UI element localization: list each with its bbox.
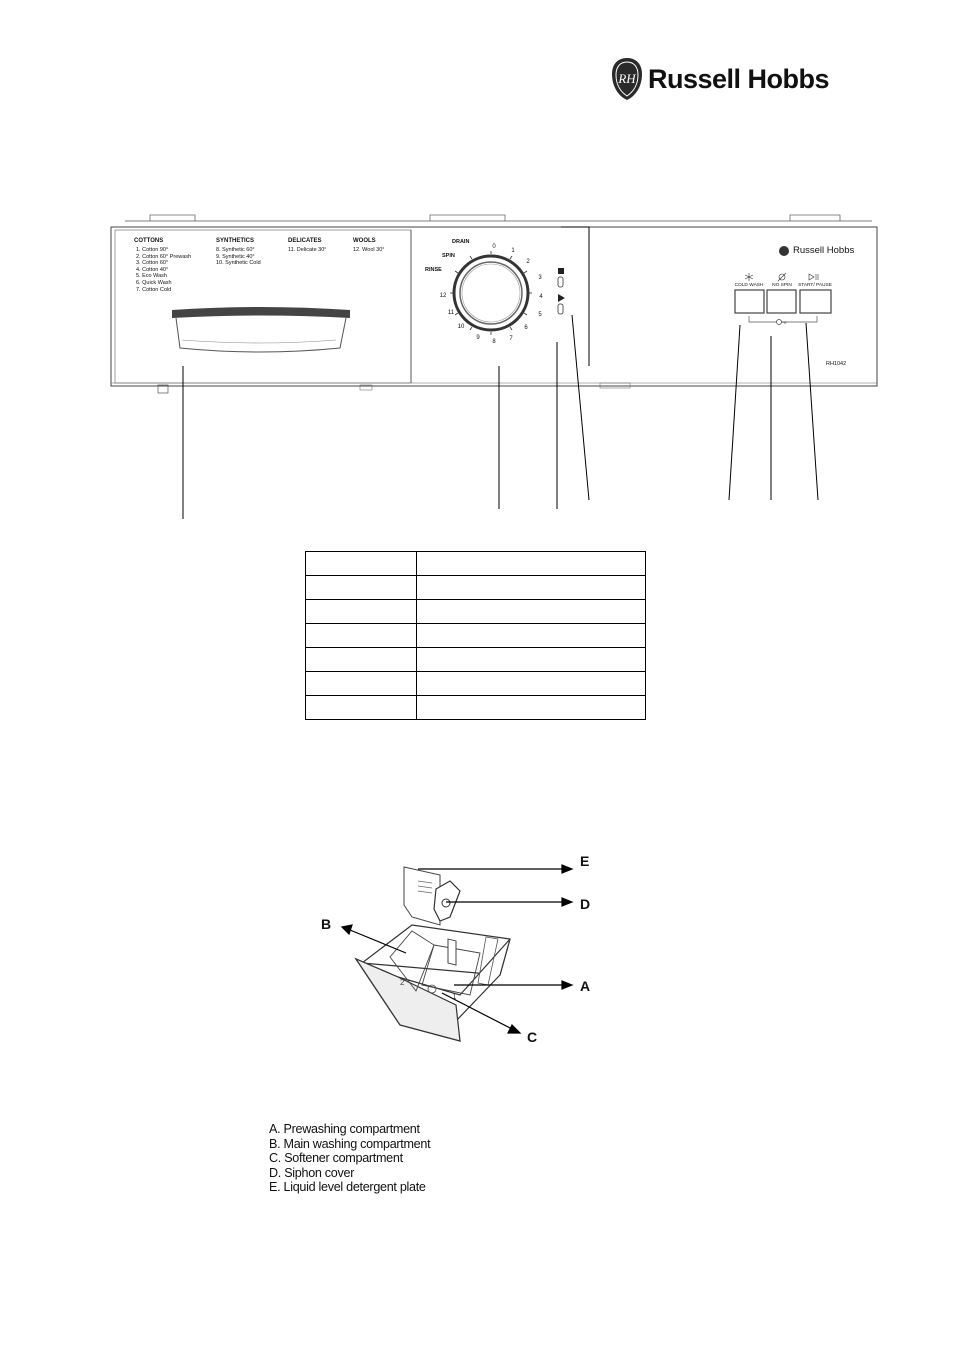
dial-number: 3 — [538, 275, 542, 281]
arrow-d-head — [562, 898, 572, 906]
table-cell — [306, 576, 417, 600]
table-cell — [306, 624, 417, 648]
drawer-legend — [269, 1122, 430, 1195]
model-number: RH1042 — [826, 361, 847, 367]
dial-number: 12 — [439, 293, 447, 299]
delicates-list — [288, 247, 326, 254]
table-row — [306, 672, 646, 696]
callout-e: E — [580, 853, 590, 869]
program-item: 11. Delicate 30° — [288, 247, 327, 253]
program-item: 7. Cotton Cold — [136, 286, 172, 293]
detergent-drawer-diagram — [300, 845, 620, 1055]
dial-number: 2 — [526, 259, 530, 265]
dial-number: 5 — [538, 312, 542, 318]
wools-heading: WOOLS — [353, 238, 376, 244]
cottons-heading: COTTONS — [134, 238, 164, 244]
legend-item: A. Prewashing compartment — [269, 1122, 420, 1136]
callout-b: B — [321, 916, 332, 932]
table-cell — [417, 696, 646, 720]
stop-square-icon — [558, 268, 564, 274]
svg-text:RH: RH — [618, 71, 636, 86]
dial-number: 8 — [492, 339, 496, 345]
parts-table — [305, 551, 646, 720]
dial-number: 7 — [509, 336, 513, 342]
start-pause-label: START/ PAUSE — [798, 283, 832, 288]
callout-d: D — [580, 896, 591, 912]
callout-c: C — [527, 1029, 538, 1045]
arrow-c-head — [508, 1025, 520, 1033]
table-cell — [417, 552, 646, 576]
table-cell — [417, 648, 646, 672]
dial-rinse-label: RINSE — [425, 267, 442, 273]
program-item: 2. Cotton 60° Prewash — [136, 253, 192, 260]
program-item: 12. Wool 30° — [353, 247, 385, 253]
wools-list — [353, 247, 384, 254]
panel-crest-icon — [779, 246, 789, 256]
program-item: 5. Eco Wash — [136, 273, 167, 280]
dial-number: 9 — [476, 335, 480, 341]
dial-number: 10 — [457, 324, 465, 330]
dial-number: 4 — [539, 294, 543, 300]
program-item: 6. Quick Wash — [136, 279, 172, 286]
dial-spin-label: SPIN — [442, 253, 455, 259]
legend-item: E. Liquid level detergent plate — [269, 1180, 426, 1195]
start-pause-button[interactable] — [800, 290, 831, 313]
table-cell — [306, 552, 417, 576]
legend-item: D. Siphon cover — [269, 1165, 355, 1180]
table-cell — [306, 672, 417, 696]
panel-brand-name: Russell Hobbs — [793, 245, 855, 256]
table-row — [306, 600, 646, 624]
cold-wash-button[interactable] — [735, 290, 764, 313]
legend-item: B. Main washing compartment — [269, 1136, 431, 1151]
callout-a: A — [580, 978, 591, 994]
program-item: 10. Synthetic Cold — [216, 260, 261, 267]
table-cell — [417, 672, 646, 696]
table-row — [306, 624, 646, 648]
cottons-list — [136, 247, 191, 293]
table-row — [306, 552, 646, 576]
dial-number: 1 — [511, 248, 515, 254]
table-cell — [306, 696, 417, 720]
table-cell — [417, 600, 646, 624]
no-spin-button[interactable] — [767, 290, 796, 313]
dial-number: 0 — [492, 244, 496, 250]
table-cell — [306, 600, 417, 624]
program-item: 9. Synthetic 40° — [216, 253, 255, 260]
synthetics-list — [216, 247, 261, 267]
no-spin-label: NO SPIN — [772, 283, 792, 288]
delicates-heading: DELICATES — [288, 238, 322, 244]
program-item: 4. Cotton 40° — [136, 266, 169, 273]
arrow-a-head — [562, 981, 572, 989]
table-row — [306, 696, 646, 720]
arrow-b-head — [342, 925, 352, 934]
table-cell — [417, 576, 646, 600]
dial-number: 6 — [524, 325, 528, 331]
table-cell — [306, 648, 417, 672]
program-item: 1. Cotton 90° — [136, 247, 169, 253]
dial-number: 11 — [447, 310, 455, 316]
program-item: 3. Cotton 60° — [136, 260, 169, 267]
program-item: 8. Synthetic 60° — [216, 247, 255, 253]
synthetics-heading: SYNTHETICS — [216, 238, 255, 244]
table-row — [306, 648, 646, 672]
arrow-e-head — [562, 865, 572, 873]
brand-name: Russell Hobbs — [648, 64, 830, 94]
legend-item: C. Softener compartment — [269, 1151, 403, 1166]
table-cell — [417, 624, 646, 648]
compartment-1-label: 1 — [452, 992, 457, 1001]
cold-wash-label: COLD WASH — [734, 283, 764, 288]
compartment-2-label: 2 — [400, 978, 405, 987]
table-row — [306, 576, 646, 600]
dial-drain-label: DRAIN — [452, 239, 470, 245]
